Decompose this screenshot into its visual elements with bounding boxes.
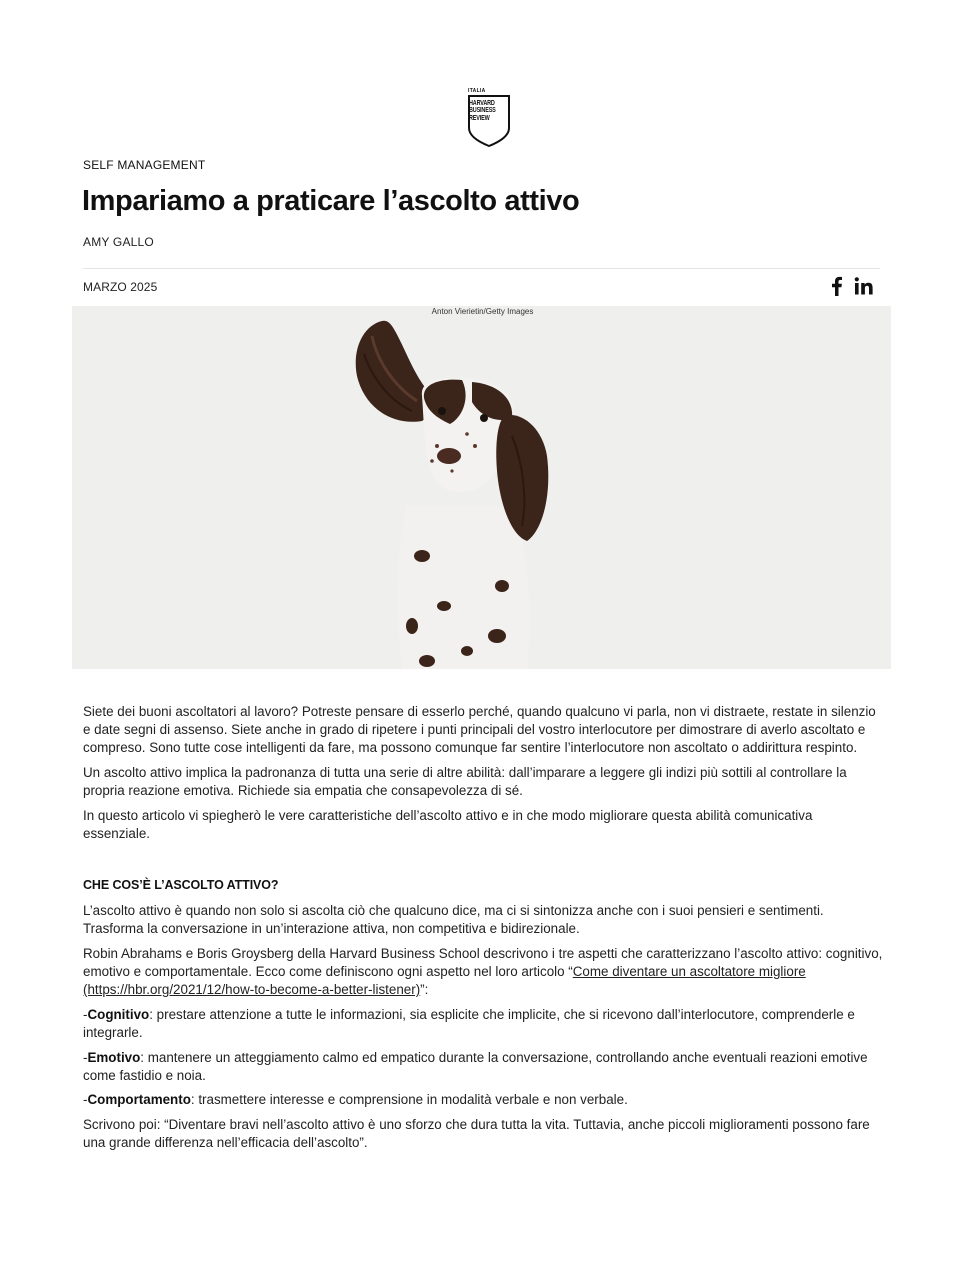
header-divider xyxy=(83,268,880,269)
article-title: Impariamo a praticare l’ascolto attivo xyxy=(82,185,580,217)
hbr-logo[interactable] xyxy=(466,88,512,148)
list-item-emotivo: -Emotivo: mantenere un atteggiamento calmo ed empatico durante la conversazione, controllando anche eventuali reazioni emotive come fastidio e noia. xyxy=(83,1049,868,1083)
list-item-comportamento: -Comportamento: trasmettere interesse e comprensione in modalità verbale e non verbale. xyxy=(83,1092,628,1108)
dog-illustration xyxy=(72,306,891,669)
paragraph-6: Scrivono poi: “Diventare bravi nell’ascolto attivo è uno sforzo che dura tutta la vita. Tuttavia, anche piccoli miglioramenti possono fare una grande differenza nell’efficacia dell’ascolto”. xyxy=(83,1117,870,1151)
linkedin-icon[interactable] xyxy=(854,277,874,295)
section-heading: CHE COS’È L’ASCOLTO ATTIVO? xyxy=(83,878,279,893)
list-item-cognitivo: -Cognitivo: prestare attenzione a tutte le informazioni, sia esplicite che implicite, che si ricevono dall’interlocutore, comprenderle e integrarle. xyxy=(83,1006,855,1040)
article-link[interactable]: Come diventare un ascoltatore migliore (https://hbr.org/2021/12/how-to-become-a-better-listener) xyxy=(83,963,806,997)
facebook-icon[interactable] xyxy=(828,276,844,296)
article-category[interactable]: SELF MANAGEMENT xyxy=(83,158,206,172)
logo-wordmark: HARVARD BUSINESS REVIEW xyxy=(469,100,496,122)
logo-country: ITALIA xyxy=(468,88,486,94)
image-credit: Anton Vierietin/Getty Images xyxy=(431,307,534,316)
hero-image xyxy=(72,306,891,669)
paragraph-5: Robin Abrahams e Boris Groysberg della Harvard Business School descrivono i tre aspetti che caratterizzano l’ascolto attivo: cognitivo, emotivo e comportamentale. Ecco come definiscono ogni aspetto nel loro articolo “Come diventare un ascoltatore migliore (https://hbr.org/2021/12/how-to-become-a-better-listener)”: xyxy=(83,945,883,997)
article-author[interactable]: AMY GALLO xyxy=(83,235,154,249)
paragraph-1: Siete dei buoni ascoltatori al lavoro? Potreste pensare di esserlo perché, quando qualcuno vi parla, non vi distraete, restate in silenzio e date segni di assenso. Siete anche in grado di ripetere i punti principali del vostro interlocutore per dimostrare di averlo ascoltato e compreso. Sono tutte cose intelligenti da fare, ma possono comunque far sentire l’interlocutore non ascoltato o addirittura respinto. xyxy=(83,704,876,756)
article-date: MARZO 2025 xyxy=(83,280,158,294)
paragraph-3: In questo articolo vi spiegherò le vere caratteristiche dell’ascolto attivo e in che modo migliorare questa abilità comunicativa essenziale. xyxy=(83,808,813,842)
paragraph-2: Un ascolto attivo implica la padronanza di tutta una serie di altre abilità: dall’imparare a leggere gli indizi più sottili al controllare la propria reazione emotiva. Richiede sia empatia che consapevolezza di sé. xyxy=(83,765,847,799)
article-body xyxy=(83,703,883,1159)
paragraph-4: L’ascolto attivo è quando non solo si ascolta ciò che qualcuno dice, ma ci si sintonizza anche con i suoi pensieri e sentimenti. Trasforma la conversazione in un’interazione attiva, non competitiva e bidirezionale. xyxy=(83,902,824,936)
